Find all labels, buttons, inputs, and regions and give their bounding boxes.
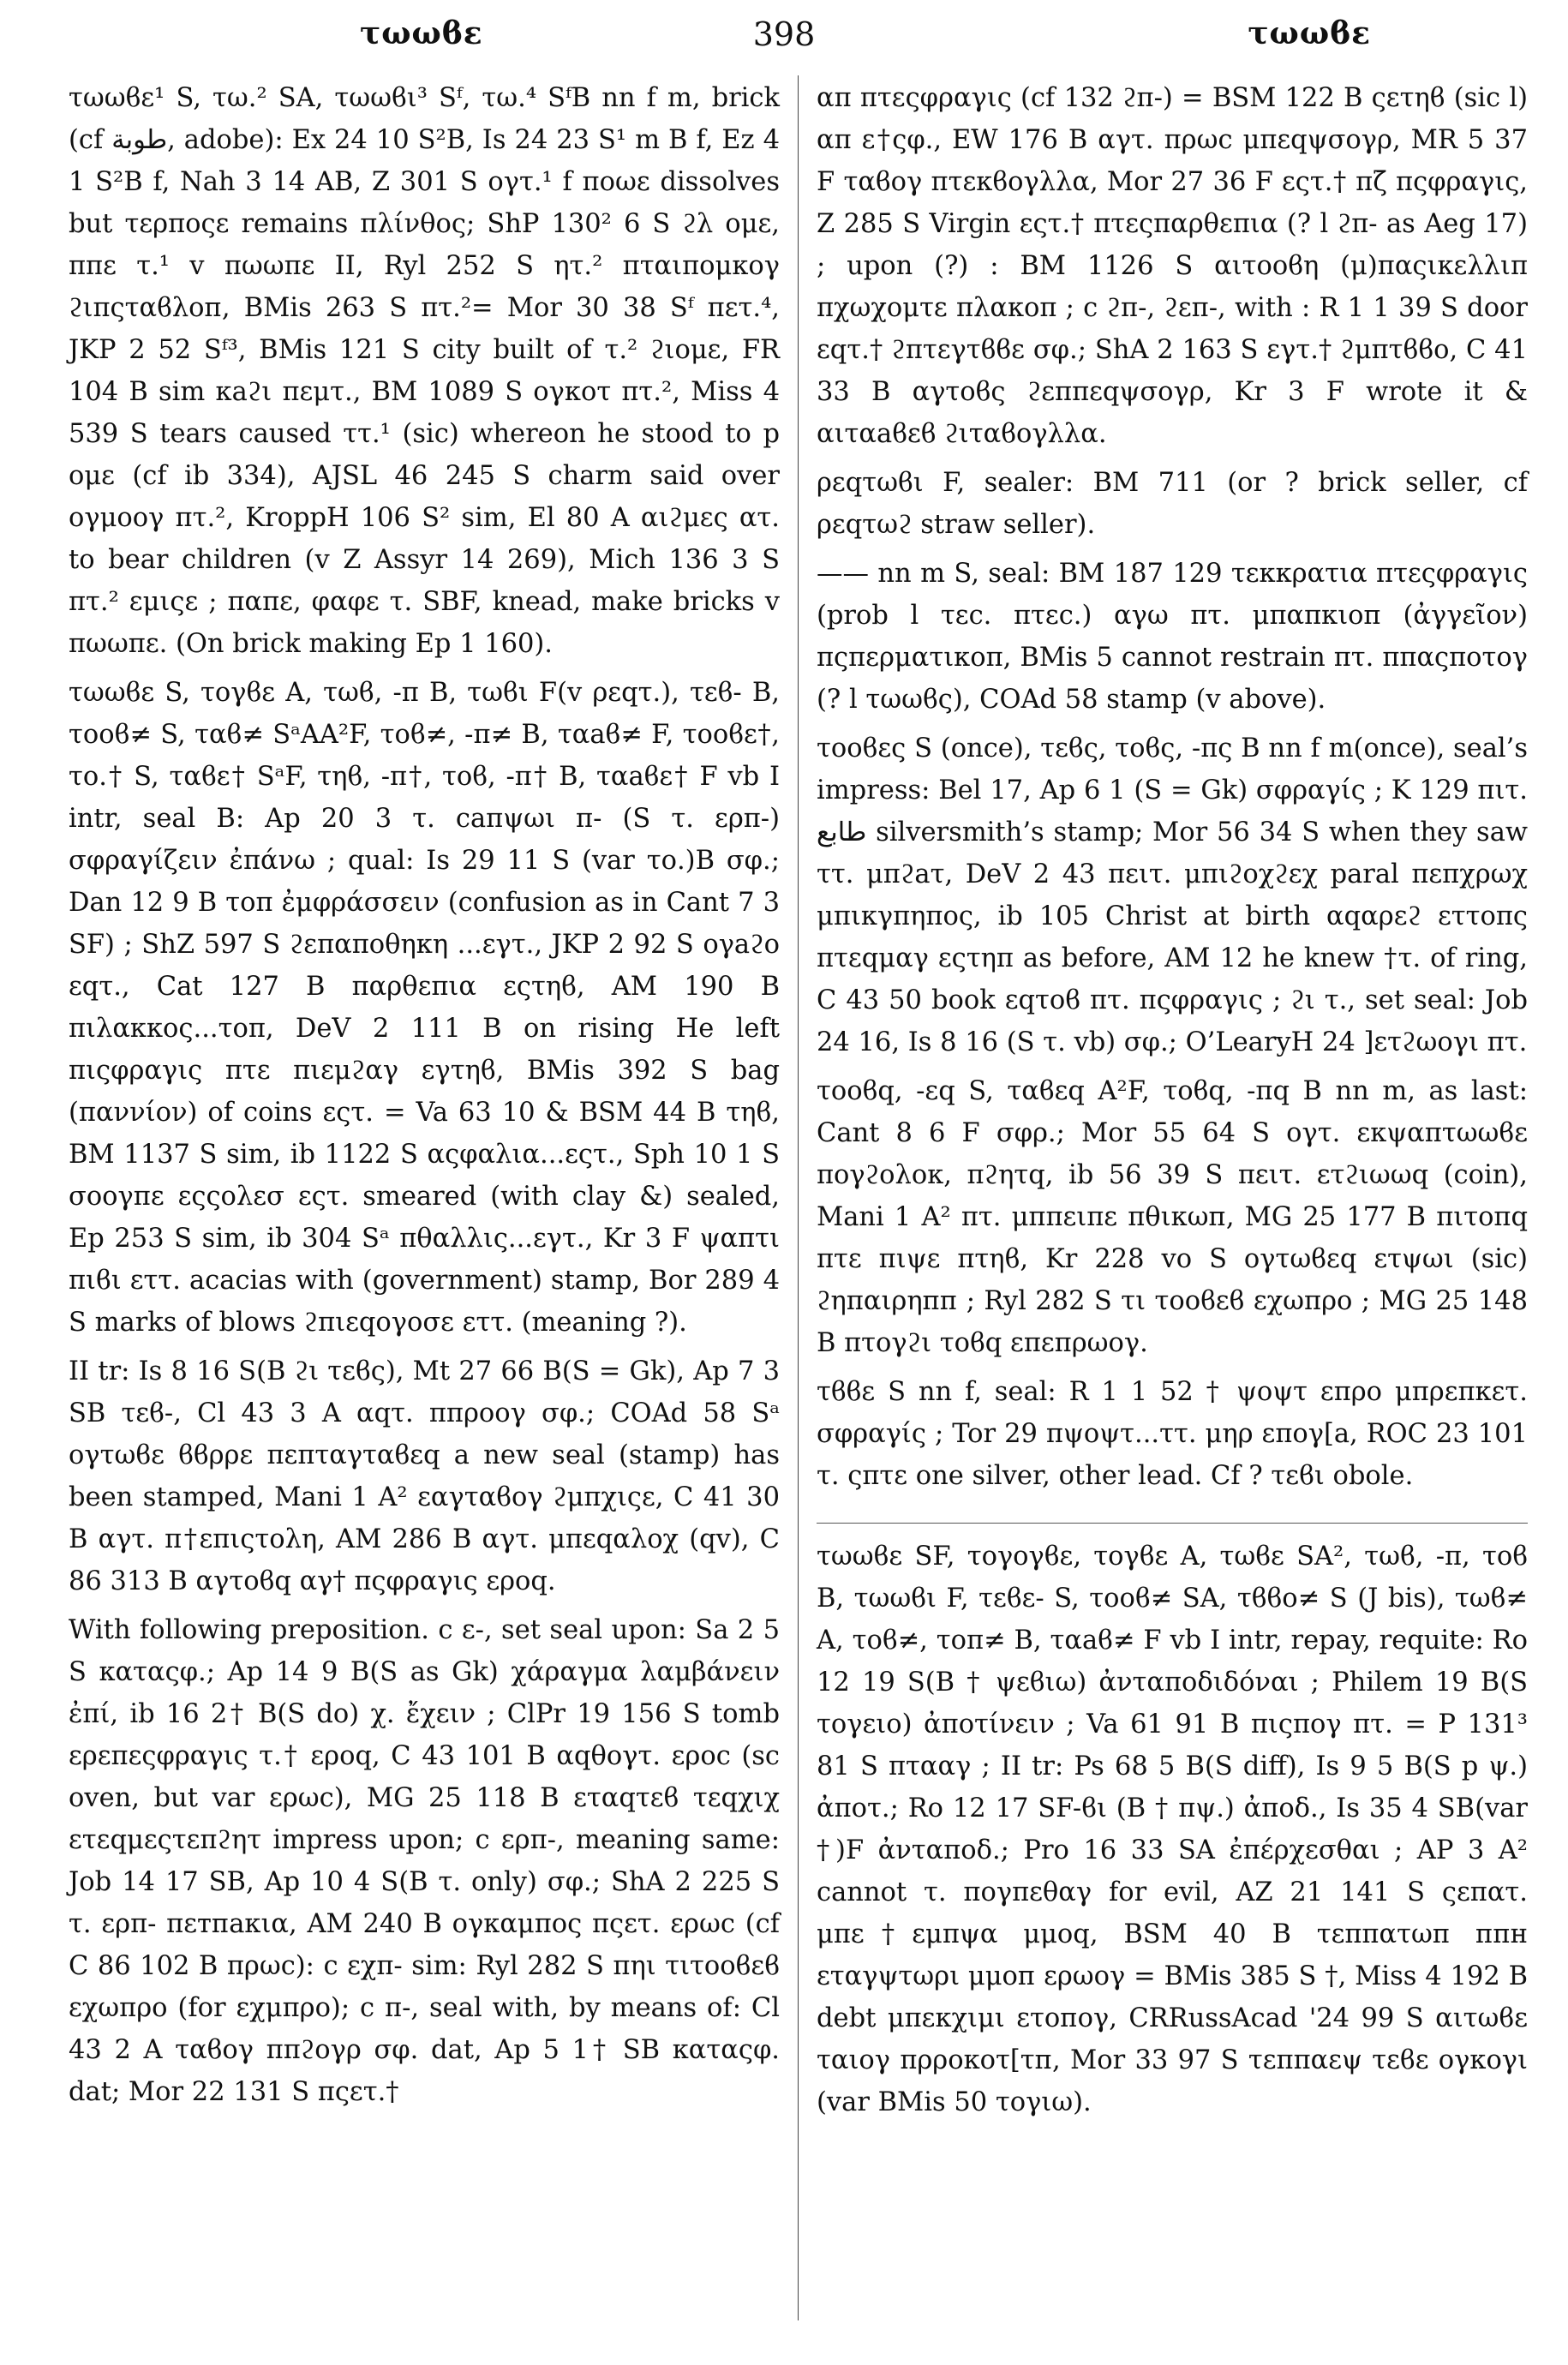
entry-seal-noun-m: τοοϐq, -εq S, ταϐεq A²F, τοϐq, -πq B nn m, as last: Cant 8 6 F σφρ.; Mor 55 64 S ογτ. εκψαπτωωϐε πογϩολοκ, πϩητq, ib 56 39 S πειτ. ετϩιωωq (coin), Mani 1 A² πτ. μππειπε πθικωп, MG 25 177 B πιτοπq πτε πιψε πτηϐ, Kr 228 vo S ογτωϐεq ετψωι (sic) ϩηπαιρηпп ; Ryl 282 S τι τοοϐεϐ εχωπρο ; MG 25 148 B πτογϩι τοϐq επεπρωογ.	[817, 1076, 1528, 1358]
entry-seal-verb: τωωϐε S, τογϐε A, τωϐ, -π B, τωϐι F(v ρεqτ.), τεϐ- B, τοοϐ≠ S, ταϐ≠ SᵃAA²F, τοϐ≠, -π≠ B, ταaϐ≠ F, τοοϐε†, το.† S, ταϐε† SᵃF, τηϐ, -π†, τοϐ, -π† B, ταaϐε† F vb I intr, seal B: Ap 20 3 τ. caπψωι π- (S τ. ερπ-) σφραγίζειν ἐπάνω ; qual: Is 29 11 S (var το.)B σφ.; Dan 12 9 B τοπ ἐμφράσσειν (confusion as in Cant 7 3 SF) ; ShZ 597 S ϩεπαποθηκη ...εγτ., JKP 2 92 S ογaϩo εqτ., Cat 127 B παρθεπια εςτηϐ, AM 190 B πιλακκος...τοπ, DeV 2 111 B on rising He left πιςφραγις πτε πιεμϩαγ εγτηϐ, BMis 392 S bag (παννίον) of coins εςτ. = Va 63 10 & BSM 44 B τηϐ, BM 1137 S sim, ib 1122 S αςφαλια...εςτ., Sph 10 1 S σοογπε εςςολεσ εςτ. smeared (with clay &) sealed, Ep 253 S sim, ib 304 Sᵃ πθαλλις...εγτ., Kr 3 F ψαπτι πιϐι εττ. acacias with (government) stamp, Bor 289 4 S marks of blows ϩπιεqογοσε εττ. (meaning ?).	[69, 678, 780, 1338]
entry-sealer: ρεqτωϐι F, sealer: BM 711 (or ? brick seller, cf ρεqτωϩ straw seller).	[817, 468, 1528, 540]
running-head-left: τωωϐε	[360, 15, 483, 51]
running-head-right: τωωϐε	[1248, 15, 1371, 51]
entry-repay: τωωϐε SF, τογογϐε, τογϐε A, τωϐε SA², τωϐ, -π, τοϐ B, τωωϐι F, τεϐε- S, τοοϐ≠ SA, τϐϐο≠ S (J bis), τωϐ≠ A, τοϐ≠, τοπ≠ B, ταaϐ≠ F vb I intr, repay, requite: Ro 12 19 S(B † ψεϐιω) ἀνταποδιδόναι ; Philem 19 B(S τογειο) ἀποτίνειν ; Va 61 91 B πιςπογ πτ. = P 131³ 81 S πτααγ ; II tr: Ps 68 5 B(S diff), Is 9 5 B(S p ψ.) ἀποτ.; Ro 12 17 SF-ϐι (B † πψ.) ἀποδ., Is 35 4 SB(var †)F ἀνταποδ.; Pro 16 33 SA ἐπέρχεσθαι ; AP 3 A² cannot τ. πογπεθαγ for evil, AZ 21 141 S ςεπατ. μπε†εμπψα μμοq, BSM 40 B τεππατωп ппн εταγψτωρι μμοп ερωογ = BMis 385 S †, Miss 4 192 B debt μπεκχιμι ετοпογ, CRRussAcad '24 99 S αιτωϐε ταιογ πρροκοτ[τп, Mor 33 97 S τεππαεψ τεϐε ογκογι (var BMis 50 τογιω).	[817, 1523, 1528, 2123]
entry-seal-impress: τοοϐες S (once), τεϐς, τοϐς, -πς B nn f m(once), seal’s impress: Bel 17, Ap 6 1 (S = Gk) σφραγίς ; K 129 πιτ. طابع silversmith’s stamp; Mor 56 34 S when they saw ττ. μπϩaτ, DeV 2 43 πειτ. μπιϩοχϩεχ paral πεπχρωχ μπικγπηπος, ib 105 Christ at birth αqαρεϩ εττοπς πτεqμαγ εςτηπ as before, AM 12 he knew †τ. of ring, C 43 50 book εqτοϐ πτ. πςφραγις ; ϩι τ., set seal: Job 24 16, Is 8 16 (S τ. vb) σφ.; O’LearyH 24 ]ετϩωογι πτ.	[817, 733, 1528, 1057]
entry-seal-prepositions-cont: απ πτεςφραγις (cf 132 ϩπ-) = BSM 122 B ςετηϐ (sic l) απ ε†ςφ., EW 176 B αγτ. πρωc μπεqψσογρ, MR 5 37 F ταϐογ πτεκϐογλλα, Mor 27 36 F εςτ.† πζ̄ πςφραγις, Z 285 S Virgin εςτ.† πτεςπαρθεπια (? l ϩπ- as Aeg 17) ; upon (?) : BM 1126 S αιτοοϐη (μ)παςικελλιπ πχωχομτε πλακοπ ; c ϩπ-, ϩεπ-, with : R 1 1 39 S door εqτ.† ϩπτεγτϐϐε σφ.; ShA 2 163 S εγτ.† ϩμπτϐϐο, C 41 33 B αγτοϐς ϩεππεqψσογρ, Kr 3 F wrote it & αιταaϐεϐ ϩιταϐογλλα.	[817, 83, 1528, 449]
entry-seal-prepositions: With following preposition. c ε-, set seal upon: Sa 2 5 S καταςφ.; Ap 14 9 B(S as Gk) χάραγμα λαμβάνειν ἐπί, ib 16 2† B(S do) χ. ἔχειν ; ClPr 19 156 S tomb ερεπεςφραγις τ.† εροq, C 43 101 B αqθογτ. εροc (sc oven, but var ερωc), MG 25 118 B εταqτεϐ τεqχιχ ετεqμεςτεπϩητ impress upon; c ερπ-, meaning same: Job 14 17 SB, Ap 10 4 S(B τ. only) σφ.; ShA 2 225 S τ. ερπ- πεтпакια, AM 240 B ογκαμπος πςετ. ερωc (cf C 86 102 B πρωc): c εχπ- sim: Ryl 282 S πηι τιτοοϐεϐ εχωπρο (for εχμπρο); c π-, seal with, by means of: Cl 43 2 A ταϐογ ππϩογρ σφ. dat, Ap 5 1† SB καταςφ. dat; Mor 22 131 S πςετ.†	[69, 1615, 780, 2107]
right-column	[817, 77, 1528, 2130]
entry-seal-noun: —— nn m S, seal: BM 187 129 τεκκρατια πτεςφραγις (prob l τεc. πτεс.) αγω πτ. μπαπκιοп (ἀγγεῖον) πςπερματικοπ, BMis 5 cannot restrain πτ. ππαςποτογ (? l τωωϐς), COAd 58 stamp (v above).	[817, 559, 1528, 715]
page-header	[69, 15, 1499, 67]
left-column	[69, 77, 780, 2120]
entry-seal-transitive: II tr: Is 8 16 S(B ϩι τεϐς), Mt 27 66 B(S = Gk), Ap 7 3 SB τεϐ-, Cl 43 3 A αqτ. ππροογ σφ.; COAd 58 Sᵃ ογτωϐε ϐϐρρε πεπταγταϐεq a new seal (stamp) has been stamped, Mani 1 A² εαγταϐογ ϩμπχιςε, C 41 30 B αγτ. π†επιςτολη, AM 286 B αγτ. μπεqαλοχ (qv), C 86 313 B αγτοϐq αγ† πςφραγις εροq.	[69, 1356, 780, 1596]
entry-brick: τωωϐε¹ S, τω.² SA, τωωϐι³ Sᶠ, τω.⁴ SᶠB nn f m, brick (cf طوبة, adobe): Ex 24 10 S²B, Is 24 23 S¹ m B f, Ez 4 1 S²B f, Nah 3 14 AB, Z 301 S ογτ.¹ f ποωε dissolves but τερποςε remains πλίνθος; ShP 130² 6 S ϩλ ομε, ππε τ.¹ v πωωπε II, Ryl 252 S ητ.² πταιπομκογ ϩιπςταϐλοп, BMis 263 S πτ.²= Mor 30 38 Sᶠ πετ.⁴, JKP 2 52 Sᶠ³, BMis 121 S city built of τ.² ϩιομε, FR 104 B sim κaϩι πεμτ., BM 1089 S ογκοτ πτ.², Miss 4 539 S tears caused ττ.¹ (sic) whereon he stood to p ομε (cf ib 334), AJSL 46 245 S charm said over ογμοογ πτ.², KroppH 106 S² sim, El 80 A αιϩμες ατ. to bear children (v Z Assyr 14 269), Mich 136 3 S πτ.² εμιςε ; παπε, φαφε τ. SBF, knead, make bricks v πωωπε. (On brick making Ep 1 160).	[69, 83, 780, 659]
page-number: 398	[752, 15, 816, 53]
entry-seal-noun-f: τϐϐε S nn f, seal: R 1 1 52 † ψοψτ επρο μπρεπκετ. σφραγίς ; Tor 29 πψοψτ...ττ. μηρ επογ[a, ROC 23 101 τ. ςπτε one silver, other lead. Cf ? τεϐι obole.	[817, 1377, 1528, 1491]
column-divider	[798, 75, 799, 2320]
